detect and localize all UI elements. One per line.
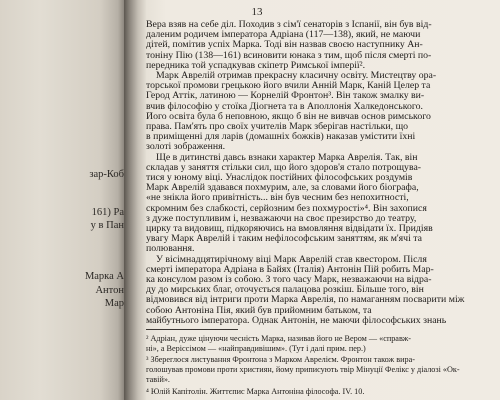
footnote-line: голошував промови проти християн, йому приписують твір Мінуції Фелікс у діалозі «Ок- (146, 365, 460, 374)
body-line: тоніну Пію (138—161) всиновити юнака з тим, щоб після смерті по- (146, 50, 432, 61)
body-line: з дуже поступливим і, незважаючи на своє презирство до театру, (146, 213, 417, 224)
footnote-line: ⁴ Юлій Капітолін. Життєпис Марка Антоніна філософа. IV. 10. (146, 387, 365, 396)
body-line: Вера взяв на себе діл. Походив з сім'ї сенаторів з Іспанії, він був від- (146, 20, 432, 30)
body-line: полювання. (146, 244, 195, 255)
body-line: увагу Марк Аврелій і таким нефілософським заняттям, як м'ячі та (146, 234, 423, 245)
body-line: майбутнього імператора. Однак Антонін, не маючи філософських знань (146, 315, 447, 326)
footnote-rule (146, 329, 238, 330)
left-page-fragment: Антон (95, 285, 124, 296)
body-line: собою Антоніна Пія, який був прийомним батьком, та (146, 305, 372, 316)
footnote-line: тавій». (146, 375, 170, 384)
body-line: тися у юному віці. Унаслідок постійних філософських роздумів (146, 173, 413, 183)
body-line: Його освіта була б неповною, якщо б він не вивчав основ римського (146, 111, 431, 122)
book-gutter (124, 0, 146, 400)
body-line: Ще в дитинстві давсь взнаки характер Марка Аврелія. Так, він (156, 152, 418, 163)
body-line: в приміщенні для ларів (домашніх божків) наказав умістити їхні (146, 132, 416, 143)
left-page-fragment: Марка А (84, 271, 124, 282)
left-page-fragment: зар-Коб (89, 169, 124, 180)
footnote-line: ² Адріан, дуже цінуючи чесність Марка, називав його не Вером — «справж- (146, 334, 411, 343)
left-page-fragment: Мар (104, 298, 124, 309)
body-line: «не знікла його привітність... він був чесним без непохитності, (146, 193, 409, 204)
body-line: ду до мирських благ, оточується палацова розкіш. Більше того, він (146, 285, 424, 296)
body-line: У вісімнадцятирічному віці Марк Аврелій став квестором. Після (156, 254, 427, 265)
right-page (146, 0, 500, 400)
body-line: відмовився від інтриги проти Марка Аврелія, по намаганням посварити між (146, 295, 465, 306)
body-line: вчив філософію у стоїка Діогнета та в Аполлонія Халкедонського. (146, 101, 423, 112)
left-page (0, 0, 128, 400)
footnote-line: ³ Збереглося листування Фронтона з Марком Аврелієм. Фронтон також вира- (146, 355, 415, 364)
left-page-fragment: у в Пан (90, 220, 124, 231)
body-line: даленим родичем імператора Адріана (117—138), який, не маючи (146, 30, 421, 41)
left-page-fragment: 161) Ра (91, 207, 124, 218)
body-line: передника той успадкував скіпетр Римської імперії². (146, 60, 366, 71)
body-line: Марк Аврелій здавався похмурим, але, за словами його біографа, (146, 183, 419, 194)
body-line: Марк Аврелій отримав прекрасну класичну освіту. Мистецтву ора- (156, 71, 437, 81)
body-line: ка консулом разом із собою. З того часу Марк, незважаючи на відра- (146, 275, 432, 285)
body-line: золоті зображення. (146, 142, 226, 153)
body-line: складав у заняття стільки сил, що його здоров'я стало потрощува- (146, 162, 422, 173)
body-line: Герод Аттік, латиною — Корнелій Фронтон³. Він також змалку ви- (146, 91, 425, 102)
page-number: 13 (251, 6, 263, 18)
body-line: торської промови грецькою його вчили Анній Марк, Каній Целер та (146, 81, 431, 92)
body-line: скромним без слабкості, серйозним без похмурості»⁴. Він захопися (146, 203, 427, 214)
body-line: права. Пам'ять про своїх учителів Марк зберігав настільки, що (146, 122, 409, 132)
body-line: дітей, помітив успіх Марка. Тоді він назвав своєю наступнику Ан- (146, 40, 423, 51)
footnote-line: ні», а Веріссімом — «найправдивішим». (Тут і далі прим. пер.) (146, 344, 366, 353)
body-line: смерті імператора Адріана в Байях (Італія) Антонін Пій робить Мар- (146, 264, 434, 275)
body-line: цирку та видовищ, підкоряючись на вмовляння відвідати їх. Придіяв (146, 224, 433, 234)
